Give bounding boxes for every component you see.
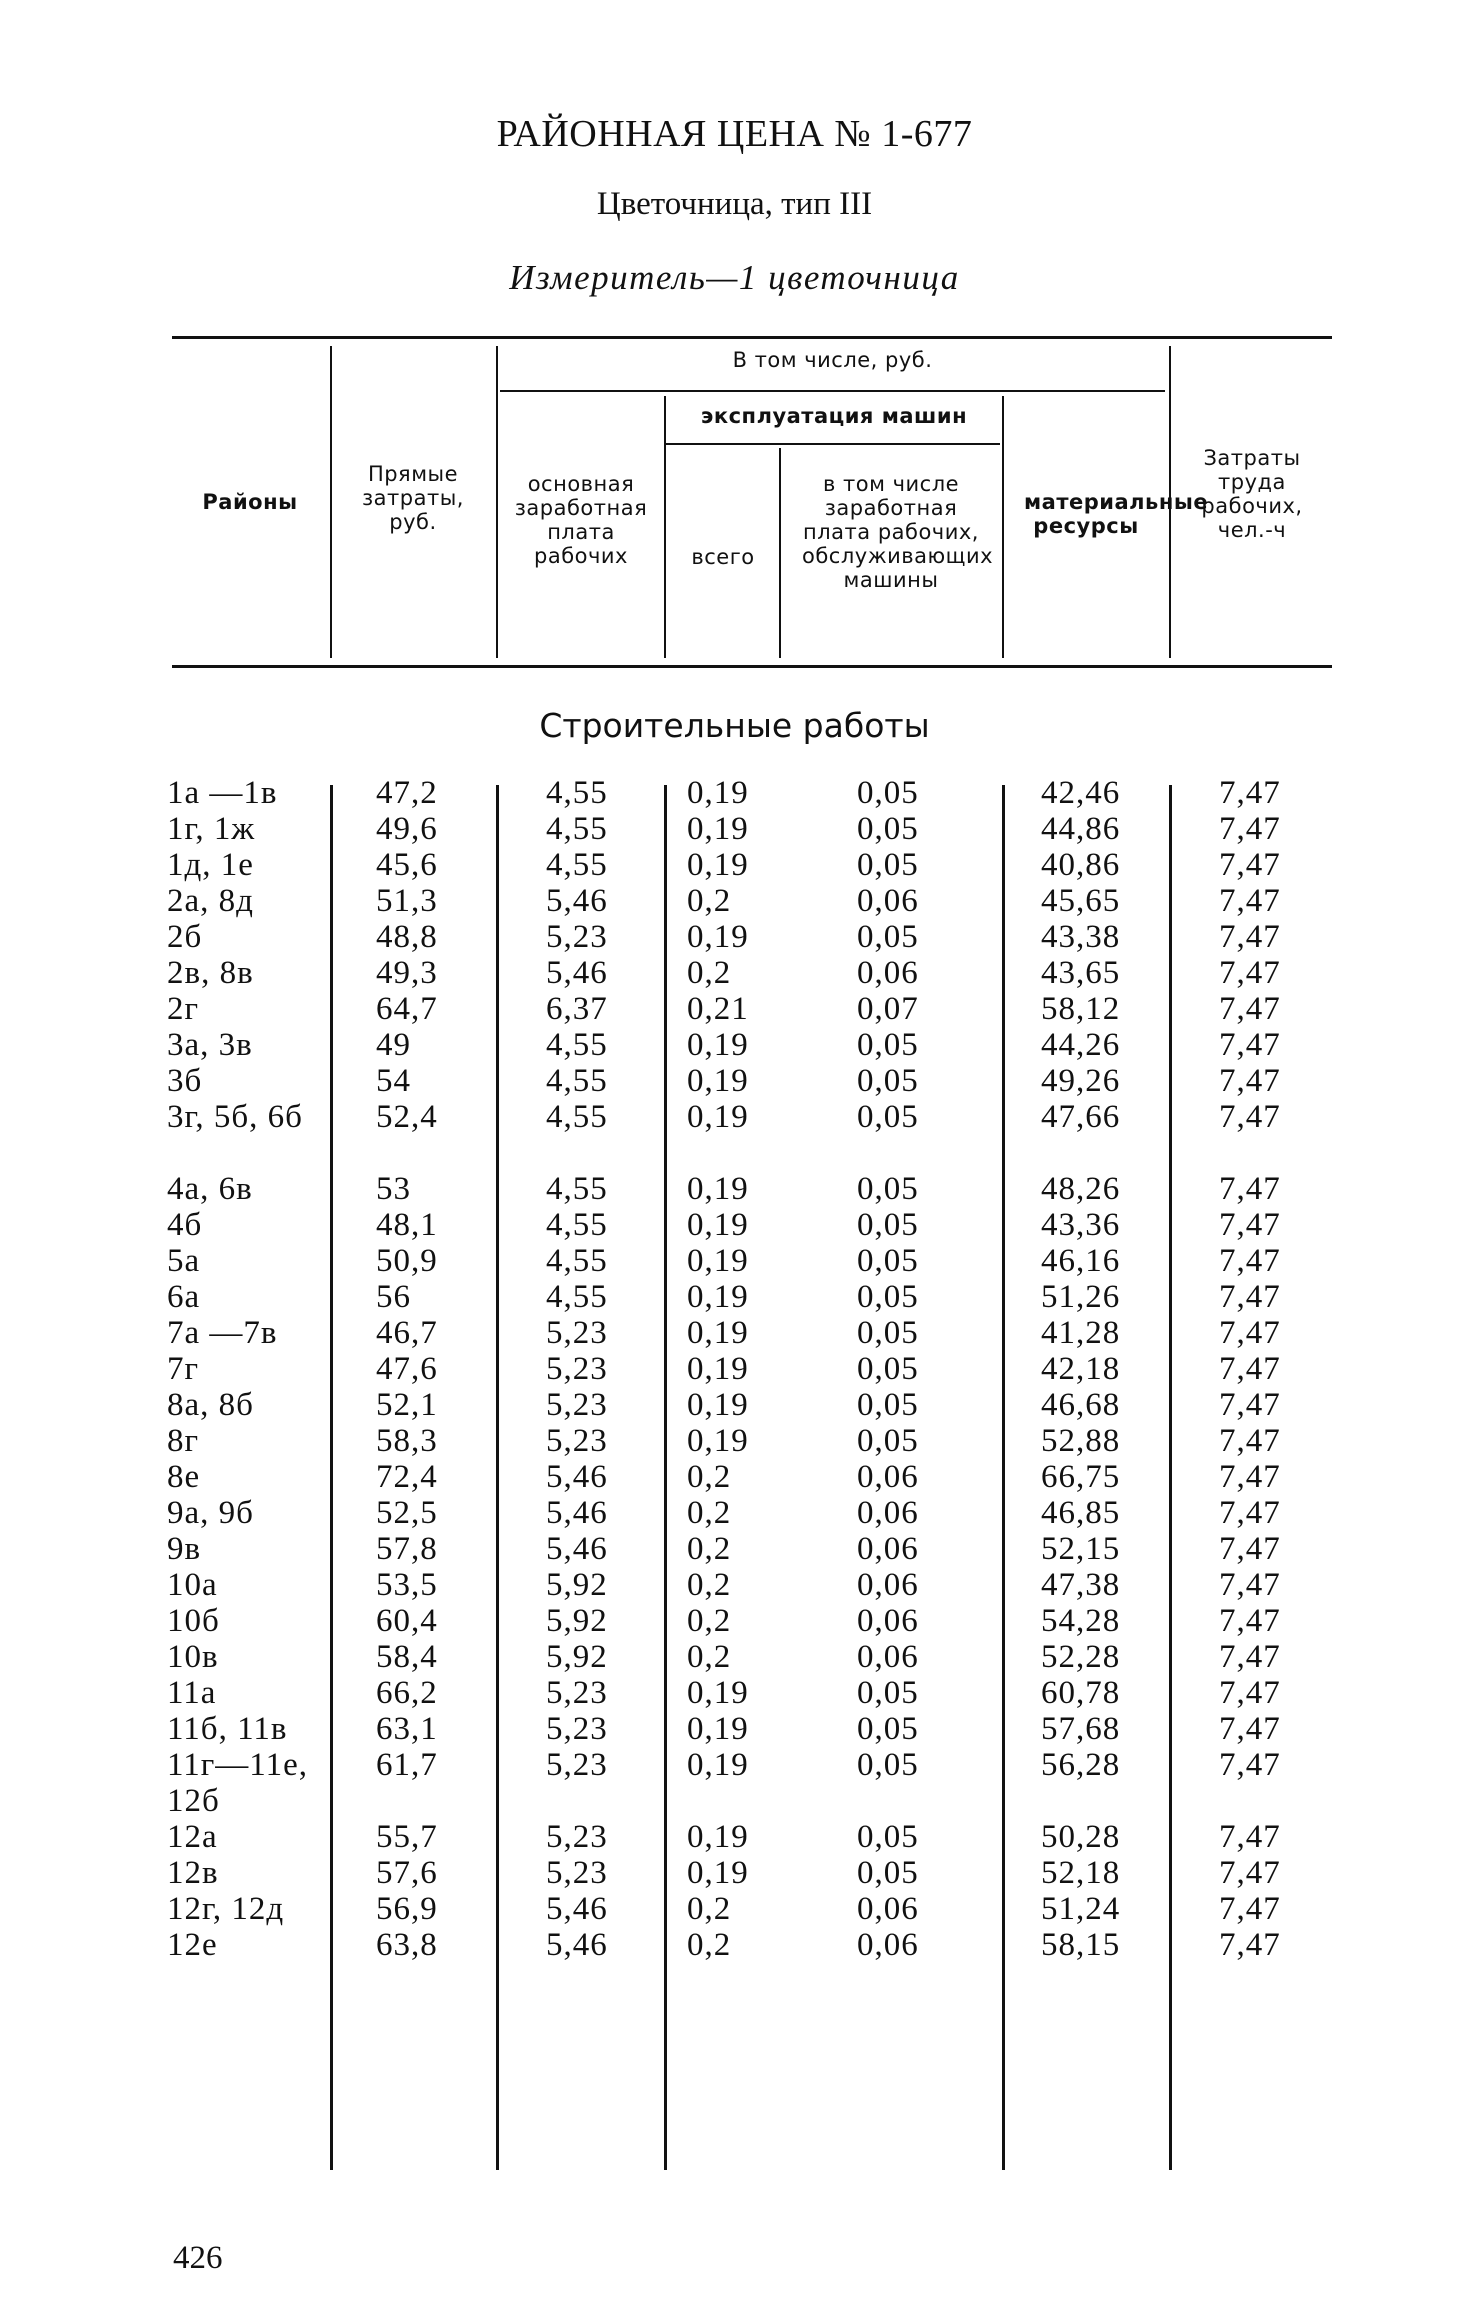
header-materials xyxy=(1006,490,1209,538)
cell-labor: 7,47 xyxy=(1219,1243,1281,1279)
cell-mat: 45,65 xyxy=(1041,883,1121,919)
cell-region: 8г xyxy=(167,1423,200,1459)
cell-direct: 48,1 xyxy=(376,1207,438,1243)
cell-region: 3г, 5б, 6б xyxy=(167,1099,303,1135)
table-row xyxy=(0,1531,1469,1567)
cell-wage: 5,92 xyxy=(546,1567,608,1603)
cell-mach: 0,19 xyxy=(687,919,749,955)
cell-region: 9а, 9б xyxy=(167,1495,254,1531)
table-top-rule xyxy=(172,336,1332,339)
table-row xyxy=(0,811,1469,847)
cell-wage: 5,23 xyxy=(546,1747,608,1783)
cell-mat: 43,36 xyxy=(1041,1207,1121,1243)
table-row xyxy=(0,1279,1469,1315)
table-row xyxy=(0,1855,1469,1891)
cell-mat: 42,46 xyxy=(1041,775,1121,811)
cell-direct: 56 xyxy=(376,1279,411,1315)
cell-region: 7а —7в xyxy=(167,1315,278,1351)
cell-region: 11а xyxy=(167,1675,217,1711)
table-row xyxy=(0,847,1469,883)
cell-mat: 44,86 xyxy=(1041,811,1121,847)
cell-wage: 5,92 xyxy=(546,1603,608,1639)
cell-direct: 49,3 xyxy=(376,955,438,991)
cell-wage: 6,37 xyxy=(546,991,608,1027)
table-row xyxy=(0,1819,1469,1855)
table-row xyxy=(0,1603,1469,1639)
cell-mat: 43,38 xyxy=(1041,919,1121,955)
cell-mat: 50,28 xyxy=(1041,1819,1121,1855)
cell-mach: 0,2 xyxy=(687,955,732,991)
cell-labor: 7,47 xyxy=(1219,1639,1281,1675)
cell-mach: 0,19 xyxy=(687,1387,749,1423)
cell-mach: 0,19 xyxy=(687,1855,749,1891)
cell-mach: 0,19 xyxy=(687,1711,749,1747)
cell-wage: 5,46 xyxy=(546,955,608,991)
cell-region: 2в, 8в xyxy=(167,955,254,991)
cell-mat: 52,88 xyxy=(1041,1423,1121,1459)
cell-mat: 60,78 xyxy=(1041,1675,1121,1711)
cell-mat: 52,28 xyxy=(1041,1639,1121,1675)
cell-region: 8а, 8б xyxy=(167,1387,254,1423)
cell-region: 3а, 3в xyxy=(167,1027,253,1063)
header-machine-operation: эксплуатация машин xyxy=(700,404,968,428)
cell-mach: 0,2 xyxy=(687,1459,732,1495)
cell-wage: 5,46 xyxy=(546,883,608,919)
cell-mach: 0,19 xyxy=(687,1099,749,1135)
table-row xyxy=(0,1927,1469,1963)
cell-mwage: 0,05 xyxy=(857,1207,919,1243)
cell-direct: 53,5 xyxy=(376,1567,438,1603)
table-row xyxy=(0,1639,1469,1675)
cell-mach: 0,2 xyxy=(687,1531,732,1567)
cell-mach: 0,2 xyxy=(687,1603,732,1639)
cell-wage: 5,23 xyxy=(546,1819,608,1855)
cell-direct: 63,1 xyxy=(376,1711,438,1747)
table-row xyxy=(0,1063,1469,1099)
cell-wage: 4,55 xyxy=(546,1243,608,1279)
cell-mat: 42,18 xyxy=(1041,1351,1121,1387)
cell-labor: 7,47 xyxy=(1219,1711,1281,1747)
header-machine-wage-text: в том числе заработная плата рабочих, обслуживающих машины xyxy=(802,472,994,592)
cell-mwage: 0,05 xyxy=(857,1099,919,1135)
cell-mwage: 0,05 xyxy=(857,1711,919,1747)
cell-direct: 66,2 xyxy=(376,1675,438,1711)
cell-wage: 4,55 xyxy=(546,1099,608,1135)
cell-labor: 7,47 xyxy=(1219,1171,1281,1207)
table-row xyxy=(0,1567,1469,1603)
table-row xyxy=(0,1171,1469,1207)
cell-wage: 5,92 xyxy=(546,1639,608,1675)
table-row xyxy=(0,991,1469,1027)
table-row xyxy=(0,1387,1469,1423)
table-row xyxy=(0,775,1469,811)
cell-mwage: 0,06 xyxy=(857,1495,919,1531)
table-row xyxy=(0,1027,1469,1063)
cell-mat: 56,28 xyxy=(1041,1747,1121,1783)
cell-direct: 49,6 xyxy=(376,811,438,847)
cell-labor: 7,47 xyxy=(1219,1027,1281,1063)
cell-labor: 7,47 xyxy=(1219,1495,1281,1531)
table-row xyxy=(0,1747,1469,1819)
cell-region: 12е xyxy=(167,1927,218,1963)
cell-direct: 64,7 xyxy=(376,991,438,1027)
table-row xyxy=(0,1207,1469,1243)
cell-mwage: 0,05 xyxy=(857,1027,919,1063)
cell-labor: 7,47 xyxy=(1219,1819,1281,1855)
cell-mat: 58,15 xyxy=(1041,1927,1121,1963)
cell-labor: 7,47 xyxy=(1219,1927,1281,1963)
cell-mwage: 0,05 xyxy=(857,1747,919,1783)
header-including: В том числе, руб. xyxy=(732,348,933,372)
cell-wage: 5,23 xyxy=(546,1423,608,1459)
cell-labor: 7,47 xyxy=(1219,1747,1281,1783)
cell-labor: 7,47 xyxy=(1219,775,1281,811)
cell-mach: 0,19 xyxy=(687,811,749,847)
header-divider-1 xyxy=(330,346,332,658)
cell-region: 2б xyxy=(167,919,203,955)
header-base-wage-text: основная заработная плата рабочих xyxy=(514,472,648,568)
cell-mwage: 0,05 xyxy=(857,1423,919,1459)
cell-mach: 0,19 xyxy=(687,1351,749,1387)
table-row xyxy=(0,1315,1469,1351)
cell-labor: 7,47 xyxy=(1219,1207,1281,1243)
table-row xyxy=(0,1351,1469,1387)
cell-mwage: 0,06 xyxy=(857,1459,919,1495)
cell-direct: 49 xyxy=(376,1027,411,1063)
header-machine-wage xyxy=(784,472,998,592)
cell-direct: 46,7 xyxy=(376,1315,438,1351)
cell-mat: 52,18 xyxy=(1041,1855,1121,1891)
cell-direct: 58,3 xyxy=(376,1423,438,1459)
cell-direct: 52,5 xyxy=(376,1495,438,1531)
cell-labor: 7,47 xyxy=(1219,1531,1281,1567)
cell-mat: 46,85 xyxy=(1041,1495,1121,1531)
cell-region: 2г xyxy=(167,991,200,1027)
cell-wage: 5,23 xyxy=(546,1387,608,1423)
machine-rule xyxy=(665,443,1000,445)
cell-mwage: 0,05 xyxy=(857,847,919,883)
table-header-bottom-rule xyxy=(172,665,1332,668)
cell-mach: 0,19 xyxy=(687,1279,749,1315)
cell-region: 12в xyxy=(167,1855,219,1891)
cell-mat: 48,26 xyxy=(1041,1171,1121,1207)
cell-direct: 57,6 xyxy=(376,1855,438,1891)
table-row xyxy=(0,919,1469,955)
cell-mat: 47,66 xyxy=(1041,1099,1121,1135)
cell-mat: 40,86 xyxy=(1041,847,1121,883)
cell-mat: 58,12 xyxy=(1041,991,1121,1027)
cell-region: 11г—11е, 12б xyxy=(167,1747,308,1819)
cell-labor: 7,47 xyxy=(1219,811,1281,847)
cell-direct: 61,7 xyxy=(376,1747,438,1783)
cell-mat: 66,75 xyxy=(1041,1459,1121,1495)
cell-region: 12г, 12д xyxy=(167,1891,285,1927)
cell-region: 10в xyxy=(167,1639,219,1675)
cell-mwage: 0,07 xyxy=(857,991,919,1027)
cell-mwage: 0,05 xyxy=(857,811,919,847)
cell-mach: 0,19 xyxy=(687,1207,749,1243)
cell-labor: 7,47 xyxy=(1219,955,1281,991)
cell-direct: 60,4 xyxy=(376,1603,438,1639)
header-direct-costs xyxy=(338,462,488,534)
header-divider-3 xyxy=(664,396,666,658)
cell-region: 8е xyxy=(167,1459,201,1495)
cell-mach: 0,19 xyxy=(687,1819,749,1855)
page-number: 426 xyxy=(173,2240,223,2276)
including-rule xyxy=(500,390,1165,392)
cell-labor: 7,47 xyxy=(1219,1351,1281,1387)
cell-wage: 4,55 xyxy=(546,1279,608,1315)
cell-mwage: 0,06 xyxy=(857,1639,919,1675)
header-base-wage xyxy=(504,472,658,568)
header-labor-text: Затраты труда рабочих, чел.-ч xyxy=(1201,446,1303,542)
cell-mat: 51,24 xyxy=(1041,1891,1121,1927)
cell-mwage: 0,05 xyxy=(857,1171,919,1207)
cell-mwage: 0,05 xyxy=(857,1819,919,1855)
cell-region: 9в xyxy=(167,1531,202,1567)
cell-labor: 7,47 xyxy=(1219,1855,1281,1891)
cell-direct: 51,3 xyxy=(376,883,438,919)
cell-labor: 7,47 xyxy=(1219,847,1281,883)
cell-region: 4б xyxy=(167,1207,203,1243)
cell-mat: 54,28 xyxy=(1041,1603,1121,1639)
measure-line: Измеритель—1 цветочница xyxy=(509,258,960,297)
cell-wage: 5,46 xyxy=(546,1927,608,1963)
cell-region: 4а, 6в xyxy=(167,1171,253,1207)
cell-labor: 7,47 xyxy=(1219,919,1281,955)
cell-region: 6а xyxy=(167,1279,201,1315)
cell-region: 11б, 11в xyxy=(167,1711,288,1747)
cell-region: 7г xyxy=(167,1351,200,1387)
cell-mat: 46,16 xyxy=(1041,1243,1121,1279)
table-row xyxy=(0,1495,1469,1531)
table-row xyxy=(0,883,1469,919)
cell-labor: 7,47 xyxy=(1219,1675,1281,1711)
cell-labor: 7,47 xyxy=(1219,991,1281,1027)
cell-mwage: 0,06 xyxy=(857,1891,919,1927)
cell-direct: 56,9 xyxy=(376,1891,438,1927)
cell-mat: 51,26 xyxy=(1041,1279,1121,1315)
cell-direct: 48,8 xyxy=(376,919,438,955)
cell-labor: 7,47 xyxy=(1219,1063,1281,1099)
cell-mat: 41,28 xyxy=(1041,1315,1121,1351)
cell-labor: 7,47 xyxy=(1219,1459,1281,1495)
cell-mwage: 0,06 xyxy=(857,1567,919,1603)
cell-labor: 7,47 xyxy=(1219,1315,1281,1351)
header-labor xyxy=(1172,446,1332,542)
cell-wage: 4,55 xyxy=(546,1171,608,1207)
cell-wage: 5,23 xyxy=(546,919,608,955)
cell-direct: 50,9 xyxy=(376,1243,438,1279)
table-row xyxy=(0,1099,1469,1171)
cell-labor: 7,47 xyxy=(1219,1567,1281,1603)
table-row xyxy=(0,1711,1469,1747)
cell-direct: 54 xyxy=(376,1063,411,1099)
cell-mwage: 0,05 xyxy=(857,1063,919,1099)
cell-region: 10а xyxy=(167,1567,218,1603)
cell-mach: 0,19 xyxy=(687,1027,749,1063)
cell-labor: 7,47 xyxy=(1219,1099,1281,1135)
header-region: Районы xyxy=(202,490,298,514)
header-divider-2 xyxy=(496,346,498,658)
cell-region: 10б xyxy=(167,1603,220,1639)
cell-mwage: 0,06 xyxy=(857,1531,919,1567)
cell-labor: 7,47 xyxy=(1219,1279,1281,1315)
cell-wage: 4,55 xyxy=(546,775,608,811)
cell-mach: 0,19 xyxy=(687,1315,749,1351)
cell-mat: 43,65 xyxy=(1041,955,1121,991)
cell-mwage: 0,05 xyxy=(857,919,919,955)
cell-mach: 0,19 xyxy=(687,1243,749,1279)
cell-region: 1д, 1е xyxy=(167,847,254,883)
cell-direct: 72,4 xyxy=(376,1459,438,1495)
cell-labor: 7,47 xyxy=(1219,1603,1281,1639)
cell-wage: 5,46 xyxy=(546,1891,608,1927)
cell-direct: 58,4 xyxy=(376,1639,438,1675)
cell-region: 5а xyxy=(167,1243,201,1279)
cell-region: 1а —1в xyxy=(167,775,278,811)
cell-mach: 0,2 xyxy=(687,1567,732,1603)
cell-region: 2а, 8д xyxy=(167,883,254,919)
cell-mwage: 0,06 xyxy=(857,955,919,991)
cell-direct: 57,8 xyxy=(376,1531,438,1567)
cell-mwage: 0,05 xyxy=(857,1855,919,1891)
cell-labor: 7,47 xyxy=(1219,1387,1281,1423)
table-row xyxy=(0,1423,1469,1459)
cell-mach: 0,19 xyxy=(687,1171,749,1207)
cell-wage: 5,46 xyxy=(546,1531,608,1567)
header-machine-total: всего xyxy=(691,545,755,569)
cell-mach: 0,2 xyxy=(687,1891,732,1927)
cell-region: 12а xyxy=(167,1819,218,1855)
cell-mwage: 0,05 xyxy=(857,1387,919,1423)
cell-mat: 57,68 xyxy=(1041,1711,1121,1747)
cell-region: 3б xyxy=(167,1063,203,1099)
cell-wage: 4,55 xyxy=(546,1063,608,1099)
cell-mat: 49,26 xyxy=(1041,1063,1121,1099)
cell-mach: 0,2 xyxy=(687,1927,732,1963)
cell-wage: 4,55 xyxy=(546,1207,608,1243)
cell-direct: 47,2 xyxy=(376,775,438,811)
cell-labor: 7,47 xyxy=(1219,1891,1281,1927)
cell-mwage: 0,05 xyxy=(857,1279,919,1315)
cell-mach: 0,19 xyxy=(687,847,749,883)
cell-wage: 4,55 xyxy=(546,811,608,847)
cell-wage: 5,46 xyxy=(546,1495,608,1531)
cell-mach: 0,19 xyxy=(687,775,749,811)
page-title: РАЙОННАЯ ЦЕНА № 1-677 xyxy=(496,113,973,155)
table-row xyxy=(0,1459,1469,1495)
cell-direct: 52,4 xyxy=(376,1099,438,1135)
cell-direct: 63,8 xyxy=(376,1927,438,1963)
cell-wage: 4,55 xyxy=(546,1027,608,1063)
cell-wage: 4,55 xyxy=(546,847,608,883)
cell-mach: 0,19 xyxy=(687,1675,749,1711)
cell-mach: 0,2 xyxy=(687,1639,732,1675)
cell-mwage: 0,05 xyxy=(857,1243,919,1279)
cell-mach: 0,19 xyxy=(687,1063,749,1099)
cell-mwage: 0,06 xyxy=(857,883,919,919)
cell-mat: 44,26 xyxy=(1041,1027,1121,1063)
cell-labor: 7,47 xyxy=(1219,1423,1281,1459)
header-divider-4 xyxy=(779,448,781,658)
cell-direct: 45,6 xyxy=(376,847,438,883)
cell-mwage: 0,05 xyxy=(857,1351,919,1387)
cell-mwage: 0,06 xyxy=(857,1603,919,1639)
cell-mach: 0,21 xyxy=(687,991,749,1027)
page-subtitle: Цветочница, тип III xyxy=(596,186,873,222)
table-row xyxy=(0,955,1469,991)
header-divider-5 xyxy=(1002,396,1004,658)
table-row xyxy=(0,1675,1469,1711)
header-direct-costs-text: Прямые затраты, руб. xyxy=(362,462,464,534)
cell-wage: 5,23 xyxy=(546,1315,608,1351)
cell-mach: 0,2 xyxy=(687,883,732,919)
cell-wage: 5,46 xyxy=(546,1459,608,1495)
cell-direct: 55,7 xyxy=(376,1819,438,1855)
cell-mach: 0,19 xyxy=(687,1747,749,1783)
table-row xyxy=(0,1891,1469,1927)
cell-direct: 53 xyxy=(376,1171,411,1207)
cell-wage: 5,23 xyxy=(546,1855,608,1891)
table-body xyxy=(0,775,1469,1963)
cell-mwage: 0,05 xyxy=(857,1675,919,1711)
cell-direct: 52,1 xyxy=(376,1387,438,1423)
cell-mat: 47,38 xyxy=(1041,1567,1121,1603)
table-row xyxy=(0,1243,1469,1279)
cell-mat: 52,15 xyxy=(1041,1531,1121,1567)
cell-labor: 7,47 xyxy=(1219,883,1281,919)
cell-mwage: 0,05 xyxy=(857,1315,919,1351)
cell-region: 1г, 1ж xyxy=(167,811,256,847)
cell-direct: 47,6 xyxy=(376,1351,438,1387)
cell-wage: 5,23 xyxy=(546,1351,608,1387)
cell-mat: 46,68 xyxy=(1041,1387,1121,1423)
cell-mwage: 0,06 xyxy=(857,1927,919,1963)
cell-wage: 5,23 xyxy=(546,1675,608,1711)
cell-wage: 5,23 xyxy=(546,1711,608,1747)
header-materials-text: материальные ресурсы xyxy=(1024,490,1209,538)
cell-mwage: 0,05 xyxy=(857,775,919,811)
cell-mach: 0,2 xyxy=(687,1495,732,1531)
section-title: Строительные работы xyxy=(539,706,930,745)
cell-mach: 0,19 xyxy=(687,1423,749,1459)
